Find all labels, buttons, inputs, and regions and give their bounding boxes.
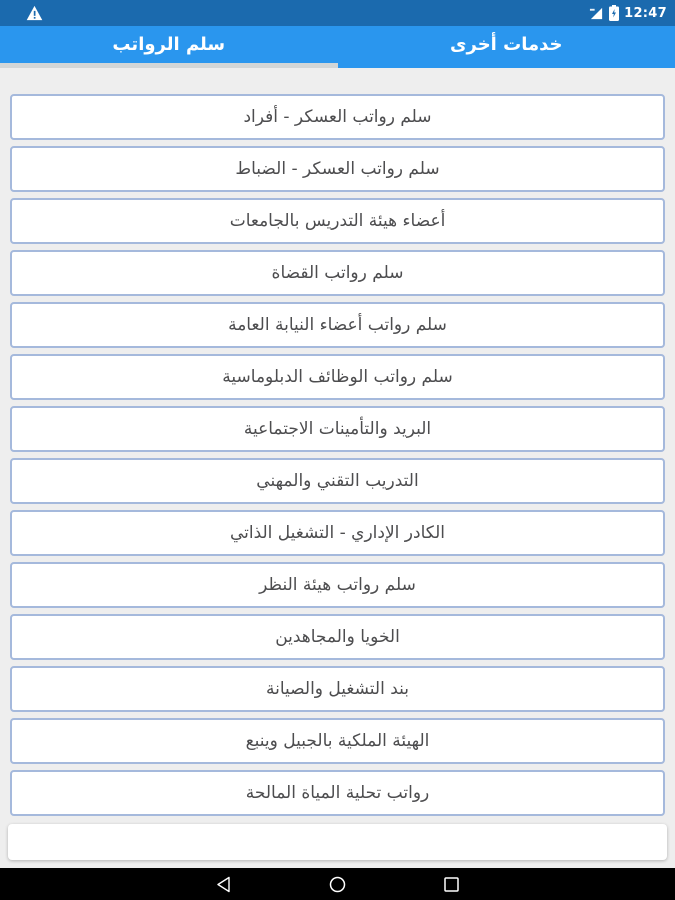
list-item[interactable] — [10, 302, 665, 348]
list-item-label: سلم رواتب أعضاء النيابة العامة — [228, 315, 447, 335]
list-item[interactable] — [10, 94, 665, 140]
bottom-panel — [8, 824, 667, 860]
list-item-label: الكادر الإداري - التشغيل الذاتي — [229, 523, 446, 543]
status-bar-right — [589, 5, 667, 21]
home-icon — [329, 876, 346, 893]
home-button[interactable] — [328, 874, 348, 894]
list-item[interactable] — [10, 562, 665, 608]
recents-icon — [444, 877, 459, 892]
content-area — [0, 68, 675, 868]
list-item-label: أعضاء هيئة التدريس بالجامعات — [229, 211, 446, 231]
list-item-label: الخويا والمجاهدين — [275, 627, 400, 647]
list-item[interactable] — [10, 614, 665, 660]
list-item-label: الهيئة الملكية بالجبيل وينبع — [245, 731, 430, 751]
status-bar-left — [26, 5, 43, 21]
list-item-label: البريد والتأمينات الاجتماعية — [243, 419, 432, 439]
list-item[interactable] — [10, 354, 665, 400]
list-item-label: سلم رواتب العسكر - أفراد — [243, 107, 432, 127]
salary-scale-list — [0, 94, 675, 816]
list-item-label: رواتب تحلية المياة المالحة — [245, 783, 430, 803]
list-item[interactable] — [10, 458, 665, 504]
list-item[interactable] — [10, 510, 665, 556]
back-icon — [216, 876, 231, 893]
back-button[interactable] — [214, 874, 234, 894]
list-item-label: سلم رواتب القضاة — [271, 263, 404, 283]
list-item-label: سلم رواتب الوظائف الدبلوماسية — [222, 367, 453, 387]
tab-other-services-label: خدمات أخرى — [450, 34, 563, 55]
list-item-label: سلم رواتب العسكر - الضباط — [235, 159, 440, 179]
recents-button[interactable] — [442, 874, 462, 894]
tab-other-services[interactable] — [338, 26, 675, 68]
status-time: 12:47 — [624, 5, 667, 21]
list-item[interactable] — [10, 406, 665, 452]
android-nav-bar — [0, 868, 675, 900]
tab-salary-scale[interactable] — [0, 26, 338, 68]
battery-charging-icon — [609, 5, 619, 21]
list-item[interactable] — [10, 250, 665, 296]
list-item-label: بند التشغيل والصيانة — [266, 679, 410, 699]
list-item[interactable] — [10, 146, 665, 192]
warning-triangle-icon — [26, 5, 43, 21]
list-item-label: سلم رواتب هيئة النظر — [259, 575, 416, 595]
status-bar — [0, 0, 675, 26]
list-item[interactable] — [10, 666, 665, 712]
list-item[interactable] — [10, 198, 665, 244]
cell-signal-icon — [589, 6, 604, 21]
selected-tab-indicator — [0, 63, 338, 68]
tab-bar — [0, 26, 675, 68]
list-item[interactable] — [10, 770, 665, 816]
tab-salary-scale-label: سلم الرواتب — [112, 34, 226, 55]
list-item[interactable] — [10, 718, 665, 764]
list-item-label: التدريب التقني والمهني — [256, 471, 419, 491]
